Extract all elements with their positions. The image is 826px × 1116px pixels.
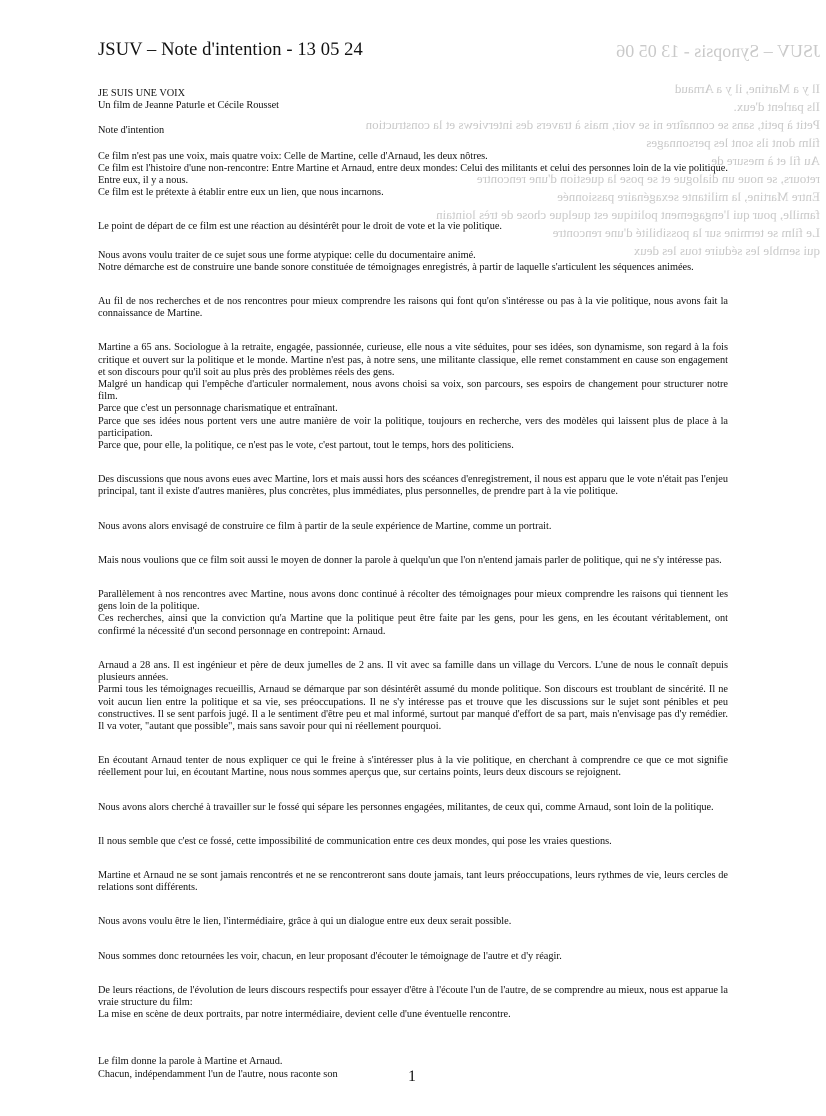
paragraph: Parmi tous les témoignages recueillis, Arnaud se démarque par son désintérêt assumé du monde politique. Son discours est troublant de sincérité. Il ne voit aucun lien entre la politique et sa vie, ses préoccupations. Il ne s'y intéresse pas et trouve que les discussions sur le sujet sont pénibles et peu constructives. Il se sent parfois jugé. Il a le sentiment d'être peu et mal informé, surtout par manqué d'effort de sa part, mais n'envisage pas d'y remédier. Il va voter, "autant que possible", mais sans savoir pour qui ni réellement pourquoi. xyxy=(98,684,728,732)
ghost-line: Petit à petit, sans se connaître ni se voir, mais à travers des interviews et la construction xyxy=(365,117,820,132)
film-title: JE SUIS UNE VOIX xyxy=(98,88,186,99)
paragraph: Ce film n'est pas une voix, mais quatre voix: Celle de Martine, celle d'Arnaud, les deux nôtres. xyxy=(98,150,488,162)
paragraph: Parce que ses idées nous portent vers une autre manière de voir la politique, toujours en recherche, vers des modèles qui laissent plus de place à la participation. xyxy=(98,415,728,439)
paragraph: Parallèlement à nos rencontres avec Martine, nous avons donc continué à récolter des témoignages pour mieux comprendre les raisons qui tiennent les gens loin de la politique. xyxy=(98,589,728,613)
paragraph: Ce film est le prétexte à établir entre eux un lien, que nous incarnons. xyxy=(98,187,384,199)
paragraph: Martine et Arnaud ne se sont jamais rencontrés et ne se rencontreront sans doute jamais, tant leurs préoccupations, leurs rythmes de vie, leurs cercles de relations sont différents. xyxy=(98,869,728,894)
paragraph: Malgré un handicap qui l'empêche d'articuler normalement, nous avons choisi sa voix, son parcours, ses espoirs de changement pour structurer notre film. xyxy=(98,379,728,403)
ghost-line: Le film se termine sur la possibilité d'une rencontre xyxy=(552,225,820,240)
paragraph: Nous avons voulu être le lien, l'intermédiaire, grâce à qui un dialogue entre eux deux serait possible. xyxy=(98,916,512,928)
paragraph: Au fil de nos recherches et de nos rencontres pour mieux comprendre les raisons qui font qu'on s'intéresse ou pas à la vie politique, nous avons fait la connaissance de Martine. xyxy=(98,296,728,320)
paragraph: De leurs réactions, de l'évolution de leurs discours respectifs pour essayer d'être à l'écoute l'un de l'autre, de se comprendre au mieux, nous est apparue la vraie structure du film: xyxy=(98,984,728,1008)
paragraph: La mise en scène de deux portraits, par notre intermédiaire, devient celle d'une éventuelle rencontre. xyxy=(98,1009,511,1021)
ghost-line: film dont ils sont les personnages xyxy=(646,135,820,150)
paragraph: Notre démarche est de construire une bande sonore constituée de témoignages enregistrés, à partir de laquelle s'articulent les séquences animées. xyxy=(98,261,694,273)
paragraph: Nous sommes donc retournées les voir, chacun, en leur proposant d'écouter le témoignage de l'autre et d'y réagir. xyxy=(98,950,562,962)
paragraph: Nous avons alors envisagé de construire ce film à partir de la seule expérience de Martine, comme un portrait. xyxy=(98,520,552,532)
ghost-line: Ils parlent d'eux. xyxy=(733,99,820,114)
paragraph: Ce film est l'histoire d'une non-rencontre: Entre Martine et Arnaud, entre deux mondes: Celui des militants et celui des personnes loin de la vie politique. xyxy=(98,162,728,174)
ghost-line: Entre Martine, la militante sexagénaire passionnée xyxy=(557,189,820,204)
ghost-line: retours, se noue un dialogue et se pose la question d'une rencontre xyxy=(476,171,820,186)
paragraph: Le point de départ de ce film est une réaction au désintérêt pour le droit de vote et la vie politique. xyxy=(98,221,503,233)
paragraph: Des discussions que nous avons eues avec Martine, lors et mais aussi hors des scéances d'enregistrement, il nous est apparu que le vote n'était pas l'enjeu principal, tant il existe d'autres manières, plus concrètes, plus immédiates, plus personnelles, de prendre part à la vie politique. xyxy=(98,474,728,498)
page-header-title: JSUV – Note d'intention - 13 05 24 xyxy=(98,40,363,60)
paragraph: Ces recherches, ainsi que la conviction qu'a Martine que la politique peut être faite par les gens, pour les gens, en les écoutant véritablement, ont confirmé la nécessité d'un second personnage en contrepoint: Arnaud. xyxy=(98,613,728,637)
ghost-line: Au fil et à mesure de xyxy=(711,153,820,168)
ghost-line: qui semble les séduire tous les deux xyxy=(633,243,820,258)
paragraph: Arnaud a 28 ans. Il est ingénieur et père de deux jumelles de 2 ans. Il vit avec sa famille dans un village du Vercors. L'une de nous le connaît depuis plusieurs années. xyxy=(98,659,728,684)
page-number: 1 xyxy=(408,1068,416,1085)
ghost-title: JSUV – Synopsis - 13 05 06 xyxy=(616,41,820,61)
paragraph: Martine a 65 ans. Sociologue à la retraite, engagée, passionnée, curieuse, elle nous a vite séduites, pour ses idées, son dynamisme, son regard à la fois critique et ouvert sur la politique et le monde. Martine n'est pas, à notre sens, une militante classique, elle remet constamment en cause son engagement et son discours pour qu'il soit au plus près des problèmes réels des gens. xyxy=(98,342,728,378)
paragraph: Mais nous voulions que ce film soit aussi le moyen de donner la parole à quelqu'un que l'on n'entend jamais parler de politique, qui ne s'y intéresse pas. xyxy=(98,554,722,566)
paragraph: Chacun, indépendamment l'un de l'autre, nous raconte son xyxy=(98,1068,338,1080)
paragraph: Nous avons alors cherché à travailler sur le fossé qui sépare les personnes engagées, militantes, de ceux qui, comme Arnaud, sont loin de la politique. xyxy=(98,801,714,813)
film-authors: Un film de Jeanne Paturle et Cécile Rousset xyxy=(98,100,280,112)
document-body xyxy=(98,88,728,1081)
ghost-line: famille, pour qui l'engagement politique est quelque chose de très lointain xyxy=(436,207,820,222)
paragraph: Nous avons voulu traiter de ce sujet sous une forme atypique: celle du documentaire animé. xyxy=(98,249,476,261)
paragraph: Il nous semble que c'est ce fossé, cette impossibilité de communication entre ces deux mondes, qui pose les vraies questions. xyxy=(98,835,612,847)
section-heading: Note d'intention xyxy=(98,125,165,137)
paragraph: En écoutant Arnaud tenter de nous expliquer ce qui le freine à s'intéresser plus à la vie politique, en cherchant à comprendre ce que ce mot signifie réellement pour lui, en écoutant Martine, nous nous sommes aperçus que, sur certains points, leurs deux discours se rejoignent. xyxy=(98,755,728,779)
paragraph: Entre eux, il y a nous. xyxy=(98,175,189,187)
ghost-line: Il y a Martine, il y a Arnaud xyxy=(674,81,820,96)
paragraph: Parce que c'est un personnage charismatique et entraînant. xyxy=(98,403,338,415)
paragraph: Le film donne la parole à Martine et Arnaud. xyxy=(98,1056,283,1068)
paragraph: Parce que, pour elle, la politique, ce n'est pas le vote, c'est partout, tout le temps, hors des politiciens. xyxy=(98,440,514,452)
